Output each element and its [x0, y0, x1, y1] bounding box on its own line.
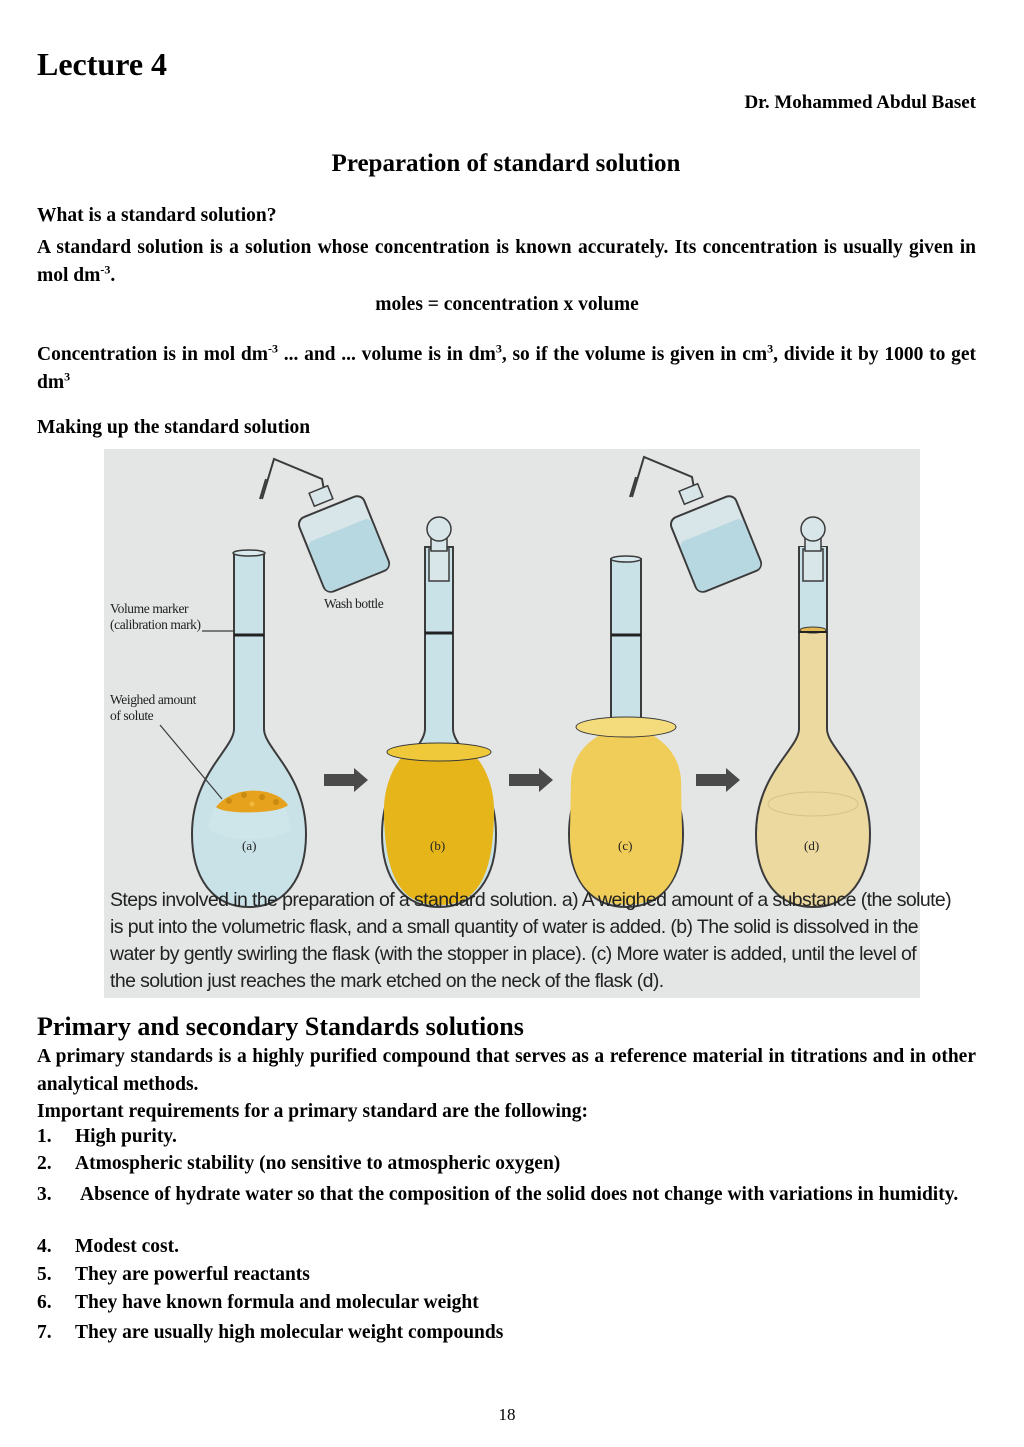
list-item-text: Absence of hydrate water so that the composition of the solid does not change with variations in humidity. — [80, 1184, 959, 1205]
definition-exponent: -3 — [100, 262, 111, 277]
list-item-number: 5. — [37, 1264, 52, 1285]
units-sup-4: 3 — [64, 369, 71, 384]
units-sup-3: 3 — [767, 341, 774, 356]
caption-line-2: is put into the volumetric flask, and a small quantity of water is added. (b) The solid is dissolved in the — [110, 916, 918, 938]
list-item — [37, 1236, 179, 1258]
label-weighed-line2: of solute — [110, 708, 154, 723]
list-item-number: 6. — [37, 1292, 52, 1313]
list-item-text: Atmospheric stability (no sensitive to atmospheric oxygen) — [75, 1153, 561, 1174]
list-item-text: Modest cost. — [75, 1236, 179, 1257]
label-b: (b) — [430, 838, 446, 853]
caption-line-3: water by gently swirling the flask (with the stopper in place). (c) More water is added, until the level of — [110, 943, 917, 965]
arrow-3 — [696, 768, 740, 792]
caption-line-4: the solution just reaches the mark etched on the neck of the flask (d). — [110, 970, 664, 992]
list-item — [37, 1181, 976, 1209]
section-heading: Primary and secondary Standards solutions — [37, 1012, 524, 1041]
wash-bottle-2 — [630, 457, 763, 594]
label-volume-marker-line2: (calibration mark) — [110, 617, 201, 632]
requirements-heading: Important requirements for a primary standard are the following: — [37, 1101, 589, 1122]
formula: moles = concentration x volume — [375, 294, 639, 315]
caption-line-1: Steps involved in the preparation of a standard solution. a) A weighed amount of a substance (the solute) — [110, 889, 952, 911]
page-number: 18 — [498, 1405, 516, 1424]
list-item-text: They are usually high molecular weight compounds — [75, 1322, 504, 1343]
question-heading: What is a standard solution? — [37, 205, 277, 226]
definition-paragraph — [37, 234, 976, 290]
arrow-2 — [509, 768, 553, 792]
label-a: (a) — [242, 838, 257, 853]
list-item — [37, 1264, 310, 1286]
units-text-2: ... and ... volume is in dm — [277, 344, 496, 365]
label-weighed-amount — [110, 692, 196, 724]
list-item — [37, 1292, 479, 1314]
units-sup-2: 3 — [495, 341, 502, 356]
units-text-4: , divide it by 1000 to get dm — [37, 344, 976, 393]
primary-standard-definition: A primary standards is a highly purified compound that serves as a reference material in titrations and in other analytical methods. — [37, 1046, 976, 1095]
list-item-text: They are powerful reactants — [75, 1264, 310, 1285]
units-text-1: Concentration is in mol dm — [37, 344, 268, 365]
flask-figure — [104, 449, 952, 998]
definition-text: A standard solution is a solution whose concentration is known accurately. Its concentration is usually given in mol dm — [37, 237, 976, 286]
list-item-number: 1. — [37, 1126, 52, 1147]
page-title: Preparation of standard solution — [331, 150, 681, 177]
label-weighed-line1: Weighed amount — [110, 692, 196, 707]
solute-pointer — [160, 725, 222, 799]
list-item-text: High purity. — [75, 1126, 177, 1147]
list-item-number: 3. — [37, 1184, 52, 1205]
list-item-text: They have known formula and molecular weight — [75, 1292, 479, 1313]
label-d: (d) — [804, 838, 820, 853]
arrow-1 — [324, 768, 368, 792]
list-item — [37, 1322, 503, 1344]
list-item-number: 4. — [37, 1236, 52, 1257]
list-item — [37, 1126, 177, 1148]
list-item-number: 2. — [37, 1153, 52, 1174]
lecture-title: Lecture 4 — [37, 46, 168, 82]
flask-c-body — [569, 556, 683, 907]
label-wash-bottle: Wash bottle — [324, 596, 384, 611]
author-name: Dr. Mohammed Abdul Baset — [744, 92, 976, 113]
definition-period: . — [110, 265, 116, 286]
list-item-number: 7. — [37, 1322, 52, 1343]
units-text-3: , so if the volume is given in cm — [501, 344, 768, 365]
wash-bottle-1 — [260, 459, 391, 594]
making-heading: Making up the standard solution — [37, 417, 311, 438]
label-volume-marker-line1: Volume marker — [110, 601, 189, 616]
label-c: (c) — [618, 838, 633, 853]
units-sup-1: -3 — [267, 341, 278, 356]
label-volume-marker — [110, 601, 201, 633]
list-item — [37, 1153, 560, 1175]
units-paragraph — [37, 341, 976, 397]
